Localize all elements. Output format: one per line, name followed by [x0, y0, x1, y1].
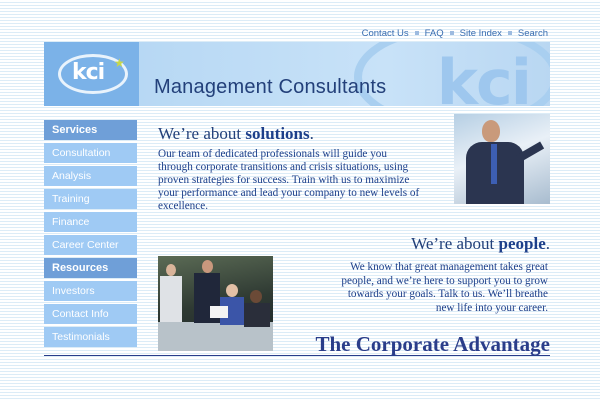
- contact-us-link[interactable]: Contact Us: [361, 28, 409, 39]
- header-banner: [44, 42, 550, 106]
- nav-item-career-center[interactable]: Career Center: [44, 235, 137, 255]
- sidebar-nav: [44, 120, 137, 350]
- photo-figure: [244, 303, 270, 327]
- nav-item-analysis[interactable]: Analysis: [44, 166, 137, 186]
- nav-item-contact-info[interactable]: Contact Info: [44, 304, 137, 324]
- photo-figure: [250, 290, 262, 303]
- top-links: [362, 28, 548, 39]
- photo-figure: [166, 264, 176, 276]
- photo-figure: [226, 284, 238, 297]
- page-title: Management Consultants: [154, 76, 387, 98]
- solutions-heading-bold: solutions: [245, 124, 310, 143]
- people-text: We know that great management takes great people, and we’re here to support you to grow towards your goals. Talk to us. We’ll breathe new life into your career.: [341, 261, 548, 314]
- star-icon: ★: [114, 56, 125, 70]
- nav-item-consultation[interactable]: Consultation: [44, 143, 137, 163]
- faq-link[interactable]: FAQ: [424, 28, 444, 39]
- people-heading: [411, 234, 550, 254]
- nav-item-testimonials[interactable]: Testimonials: [44, 327, 137, 347]
- solutions-text: Our team of dedicated professionals will guide you through corporate transitions and crisis situations, using proven strategies for success. Train with us to maximize your performance and lead your company to new levels of excellence.: [158, 148, 420, 212]
- site-index-link[interactable]: Site Index: [459, 28, 502, 39]
- resources-heading: Resources: [44, 258, 137, 278]
- separator: [415, 31, 419, 35]
- nav-item-training[interactable]: Training: [44, 189, 137, 209]
- services-heading: Services: [44, 120, 137, 140]
- nav-item-finance[interactable]: Finance: [44, 212, 137, 232]
- photo-figure: [482, 120, 500, 142]
- photo-figure: [160, 276, 182, 322]
- divider: [44, 355, 550, 356]
- search-link[interactable]: Search: [517, 28, 548, 39]
- people-heading-prefix: We’re about: [411, 234, 499, 253]
- solutions-heading-prefix: We’re about: [158, 124, 246, 143]
- photo-figure: [202, 260, 213, 273]
- main-content: [158, 120, 550, 360]
- people-heading-suffix: .: [545, 234, 550, 253]
- separator: [450, 31, 454, 35]
- businessman-photo: [454, 114, 550, 204]
- separator: [508, 31, 512, 35]
- watermark-logo: kci: [436, 46, 530, 106]
- photo-figure: [516, 142, 544, 163]
- solutions-heading: [158, 124, 314, 144]
- people-heading-bold: people: [498, 234, 546, 253]
- photo-figure: [491, 144, 497, 184]
- solutions-heading-suffix: .: [309, 124, 314, 143]
- corporate-advantage-title: The Corporate Advantage: [315, 332, 550, 356]
- photo-figure: [210, 306, 228, 318]
- kci-logo[interactable]: [58, 54, 128, 94]
- logo-text: kci: [72, 60, 105, 85]
- meeting-photo: [158, 256, 273, 351]
- nav-item-investors[interactable]: Investors: [44, 281, 137, 301]
